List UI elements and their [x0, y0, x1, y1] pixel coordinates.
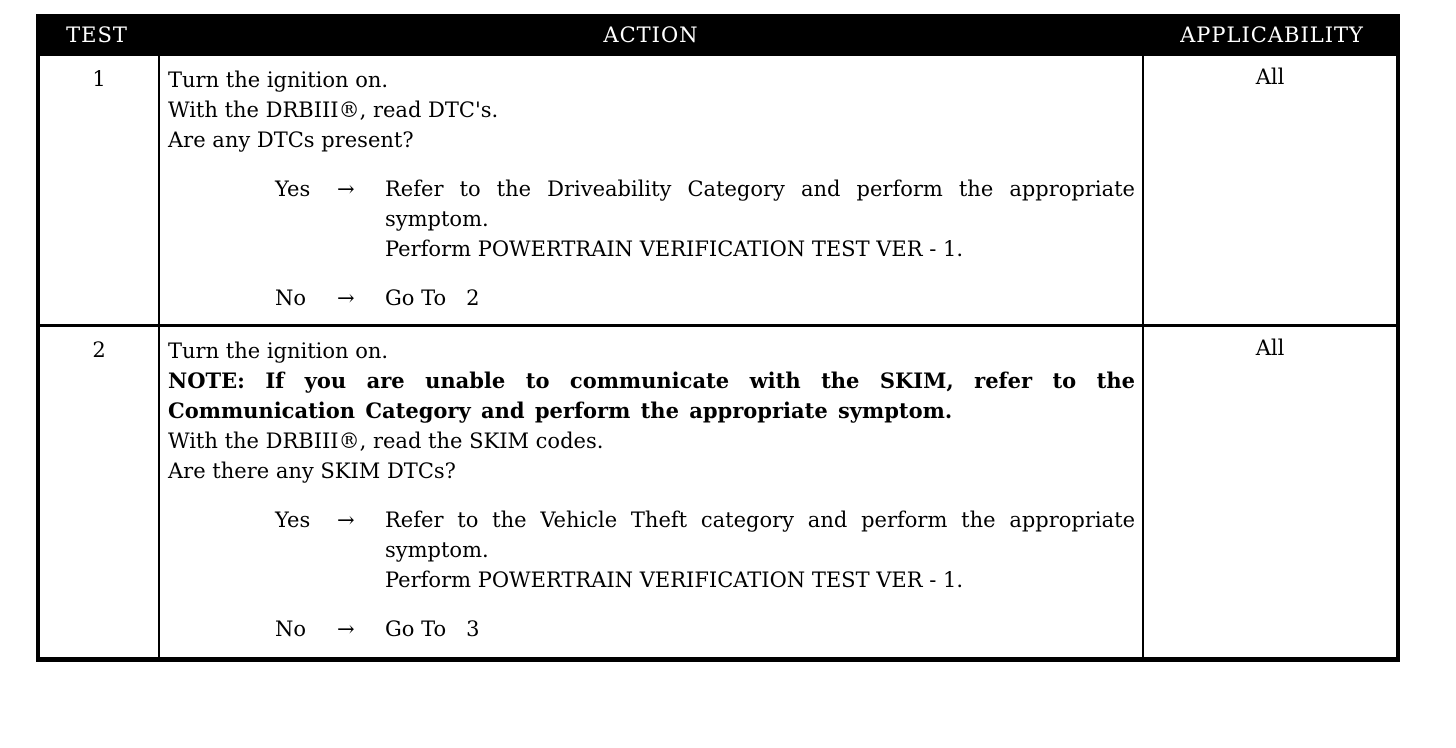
no-label: No [275, 617, 307, 641]
header-action: ACTION [603, 23, 699, 47]
no-text: Go To 2 [385, 286, 480, 310]
right-arrow-icon: → [337, 286, 355, 310]
right-arrow-icon: → [337, 617, 355, 641]
applicability-2: All [1144, 327, 1396, 657]
action-line: Turn the ignition on. [168, 68, 389, 92]
yes-text: Refer to the Driveability Category and perform the appropriate symptom. [385, 177, 1135, 231]
action-line: With the DRBIII®, read the SKIM codes. [168, 429, 604, 453]
action-line: Turn the ignition on. [168, 339, 389, 363]
action-cell-1 [160, 56, 1142, 324]
note-text: NOTE: If you are unable to communicate with the SKIM, refer to the Communication Category and perform the appropriate symptom. [168, 368, 1135, 423]
action-line: With the DRBIII®, read DTC's. [168, 98, 499, 122]
header-applicability: APPLICABILITY [1180, 23, 1364, 47]
test-number-1: 1 [40, 56, 158, 324]
yes-response [275, 174, 1135, 264]
right-arrow-icon: → [337, 177, 355, 201]
yes-text-2: Perform POWERTRAIN VERIFICATION TEST VER - 1. [385, 237, 964, 261]
yes-label: Yes [275, 177, 311, 201]
header-test: TEST [66, 23, 128, 47]
yes-response [275, 505, 1135, 595]
yes-text: Refer to the Vehicle Theft category and perform the appropriate symptom. [385, 508, 1135, 562]
action-line: Are there any SKIM DTCs? [168, 459, 456, 483]
action-cell-2 [160, 327, 1142, 657]
yes-text-2: Perform POWERTRAIN VERIFICATION TEST VER - 1. [385, 568, 964, 592]
applicability-1: All [1144, 56, 1396, 324]
yes-label: Yes [275, 508, 311, 532]
test-number-2: 2 [40, 327, 158, 657]
no-response [275, 614, 1135, 644]
no-text: Go To 3 [385, 617, 480, 641]
right-arrow-icon: → [337, 508, 355, 532]
no-label: No [275, 286, 307, 310]
diagnostic-test-table [36, 14, 1400, 662]
no-response [275, 283, 1135, 313]
action-line: Are any DTCs present? [168, 128, 414, 152]
